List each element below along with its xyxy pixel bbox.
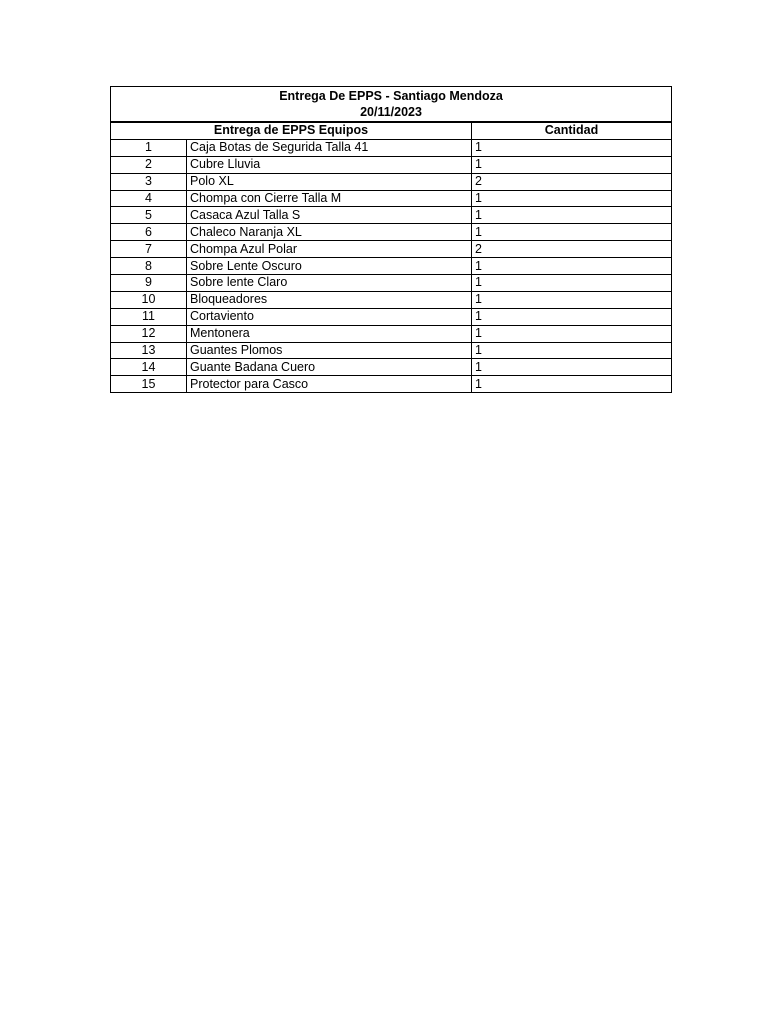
table-row (111, 308, 672, 325)
table-row (111, 173, 672, 190)
row-item: Caja Botas de Segurida Talla 41 (187, 139, 472, 156)
table-row (111, 258, 672, 275)
row-quantity: 1 (472, 308, 672, 325)
table-row (111, 139, 672, 156)
row-quantity: 1 (472, 376, 672, 393)
header-quantity: Cantidad (472, 122, 672, 139)
document-title: Entrega De EPPS - Santiago Mendoza (279, 89, 503, 103)
row-quantity: 1 (472, 359, 672, 376)
row-quantity: 1 (472, 156, 672, 173)
table-row (111, 359, 672, 376)
row-number: 15 (111, 376, 187, 393)
title-row (111, 87, 672, 123)
row-item: Polo XL (187, 173, 472, 190)
row-number: 6 (111, 224, 187, 241)
row-number: 10 (111, 291, 187, 308)
row-item: Sobre lente Claro (187, 275, 472, 292)
row-quantity: 1 (472, 224, 672, 241)
row-item: Chompa Azul Polar (187, 241, 472, 258)
epps-delivery-table (110, 86, 672, 393)
row-quantity: 2 (472, 241, 672, 258)
table-row (111, 190, 672, 207)
row-number: 12 (111, 325, 187, 342)
row-quantity: 1 (472, 139, 672, 156)
row-quantity: 1 (472, 291, 672, 308)
row-quantity: 1 (472, 342, 672, 359)
row-item: Chaleco Naranja XL (187, 224, 472, 241)
table-row (111, 376, 672, 393)
title-cell (111, 87, 672, 123)
row-quantity: 2 (472, 173, 672, 190)
table-row (111, 342, 672, 359)
row-item: Guantes Plomos (187, 342, 472, 359)
row-number: 7 (111, 241, 187, 258)
table-row (111, 325, 672, 342)
document-date: 20/11/2023 (360, 105, 422, 119)
row-quantity: 1 (472, 258, 672, 275)
row-item: Sobre Lente Oscuro (187, 258, 472, 275)
row-item: Cortaviento (187, 308, 472, 325)
row-number: 8 (111, 258, 187, 275)
table-row (111, 207, 672, 224)
row-item: Casaca Azul Talla S (187, 207, 472, 224)
row-item: Mentonera (187, 325, 472, 342)
row-number: 3 (111, 173, 187, 190)
row-number: 14 (111, 359, 187, 376)
row-quantity: 1 (472, 207, 672, 224)
table-row (111, 275, 672, 292)
table-row (111, 291, 672, 308)
row-number: 9 (111, 275, 187, 292)
table-row (111, 156, 672, 173)
header-equipment: Entrega de EPPS Equipos (111, 122, 472, 139)
row-quantity: 1 (472, 325, 672, 342)
row-number: 4 (111, 190, 187, 207)
row-number: 13 (111, 342, 187, 359)
row-number: 2 (111, 156, 187, 173)
table-body (111, 139, 672, 392)
row-item: Protector para Casco (187, 376, 472, 393)
header-row (111, 122, 672, 139)
row-quantity: 1 (472, 275, 672, 292)
row-item: Chompa con Cierre Talla M (187, 190, 472, 207)
table-row (111, 224, 672, 241)
row-item: Cubre Lluvia (187, 156, 472, 173)
row-item: Guante Badana Cuero (187, 359, 472, 376)
row-number: 5 (111, 207, 187, 224)
table-row (111, 241, 672, 258)
row-quantity: 1 (472, 190, 672, 207)
row-item: Bloqueadores (187, 291, 472, 308)
row-number: 11 (111, 308, 187, 325)
row-number: 1 (111, 139, 187, 156)
